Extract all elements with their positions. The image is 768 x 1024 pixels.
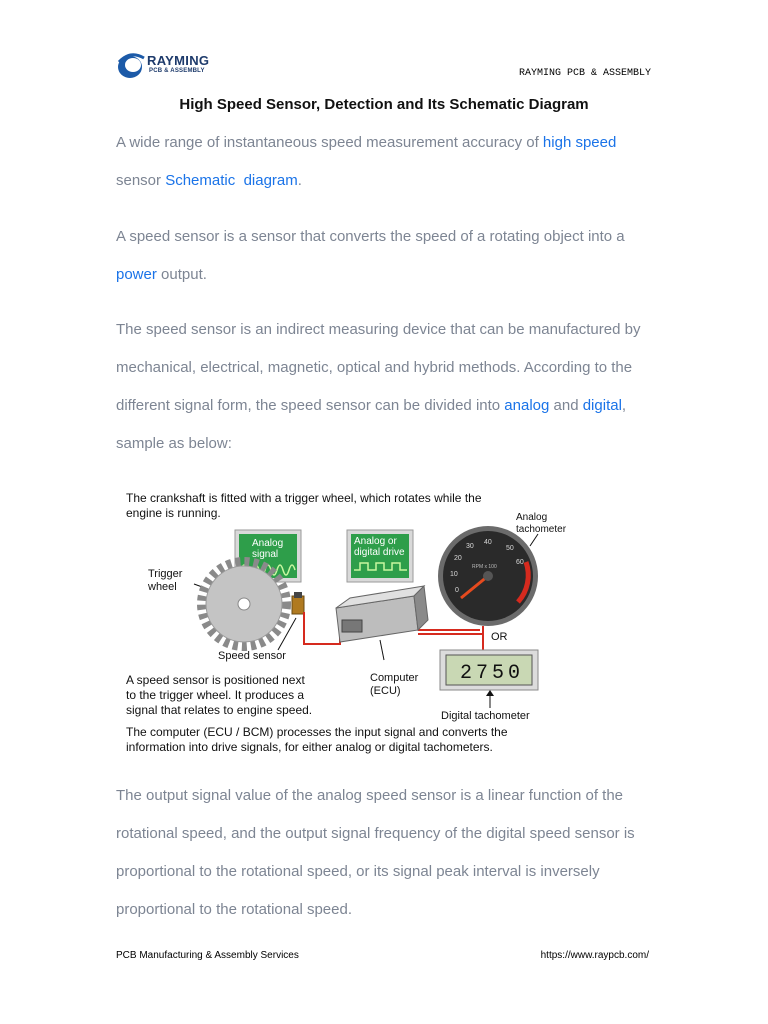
analog-tach-label-line1: Analog: [516, 512, 548, 523]
paragraph-text: The output signal value of the analog speed sensor is a linear function of the rotational speed, and the output signal frequency of the digital speed sensor is proportional to the rotational speed, or its signal peak interval is inversely proportional to the rotational speed.: [116, 787, 635, 918]
speed-sensor-diagram: [118, 484, 606, 758]
gauge-tick-40: 40: [484, 539, 492, 546]
gauge-unit: RPM x 100: [472, 564, 497, 570]
logo-brand-text: RAYMING: [147, 53, 210, 68]
sensor-note-line1: A speed sensor is positioned next: [126, 673, 305, 687]
paragraph-text: sensor: [116, 172, 166, 189]
paragraph-text: and: [549, 397, 583, 414]
paragraph-text: A speed sensor is a sensor that converts the speed of a rotating object into a: [116, 228, 625, 245]
digital-tachometer: [440, 650, 538, 722]
paragraph-text: , sample as below:: [116, 397, 627, 452]
diagram-top-caption-line2: engine is running.: [126, 506, 221, 520]
paragraph-types: [116, 311, 656, 463]
gauge-tick-60: 60: [516, 559, 524, 566]
paragraph-definition: [116, 218, 656, 294]
trigger-wheel-label-line2: wheel: [148, 581, 177, 593]
digital-drive-label-line2: digital drive: [354, 547, 405, 558]
link-high-speed[interactable]: high speed: [542, 134, 617, 151]
link-digital[interactable]: digital: [582, 397, 622, 414]
gauge-tick-0: 0: [455, 587, 459, 594]
paragraph-output-signal: [116, 777, 656, 929]
paragraph-text: .: [297, 172, 302, 189]
link-schematic-diagram[interactable]: Schematic diagram: [165, 172, 298, 189]
digital-drive-screen: [347, 530, 413, 582]
speed-sensor-label: Speed sensor: [218, 650, 286, 662]
paragraph-text: output.: [156, 266, 207, 283]
gauge-tick-50: 50: [506, 545, 514, 552]
trigger-wheel-label-line1: Trigger: [148, 568, 183, 580]
diagram-bottom-caption-line1: The computer (ECU / BCM) processes the input signal and converts the: [126, 725, 508, 739]
gauge-tick-20: 20: [454, 555, 462, 562]
diagram-canvas: [118, 484, 606, 758]
digital-tach-reading: 2750: [460, 662, 525, 685]
ecu-label-line1: Computer: [370, 672, 419, 684]
sensor-note-line3: signal that relates to engine speed.: [126, 703, 313, 717]
logo-brand-subtext: PCB & ASSEMBLY: [149, 68, 205, 74]
ecu-label-line2: (ECU): [370, 685, 401, 697]
link-analog[interactable]: analog: [504, 397, 550, 414]
paragraph-text: The speed sensor is an indirect measuring device that can be manufactured by mechanical, electrical, magnetic, optical and hybrid methods. According to the different signal form, the speed sensor can be divided into: [116, 321, 641, 414]
sensor-note-line2: to the trigger wheel. It produces a: [126, 688, 305, 702]
digital-tach-label: Digital tachometer: [441, 710, 530, 722]
footer-url-link[interactable]: https://www.raypcb.com/: [540, 950, 649, 961]
digital-drive-label-line1: Analog or: [354, 536, 397, 547]
analog-signal-label-line2: signal: [252, 549, 279, 560]
analog-signal-label-line1: Analog: [252, 538, 284, 549]
paragraph-intro: [116, 124, 656, 200]
header-company-name: RAYMING PCB & ASSEMBLY: [518, 68, 651, 79]
document-title: High Speed Sensor, Detection and Its Schematic Diagram: [179, 96, 589, 113]
gauge-tick-10: 10: [450, 571, 458, 578]
paragraph-text: A wide range of instantaneous speed measurement accuracy of: [116, 134, 543, 151]
link-power[interactable]: power: [116, 266, 157, 283]
or-label: OR: [491, 631, 508, 643]
rayming-logo-icon: [116, 52, 146, 80]
gauge-tick-30: 30: [466, 543, 474, 550]
diagram-bottom-caption-line2: information into drive signals, for either analog or digital tachometers.: [126, 740, 493, 754]
analog-tach-label-line2: tachometer: [516, 524, 567, 535]
diagram-top-caption-line1: The crankshaft is fitted with a trigger wheel, which rotates while the: [126, 491, 482, 505]
rayming-logo: [116, 50, 226, 82]
footer-services: PCB Manufacturing & Assembly Services: [116, 950, 299, 961]
